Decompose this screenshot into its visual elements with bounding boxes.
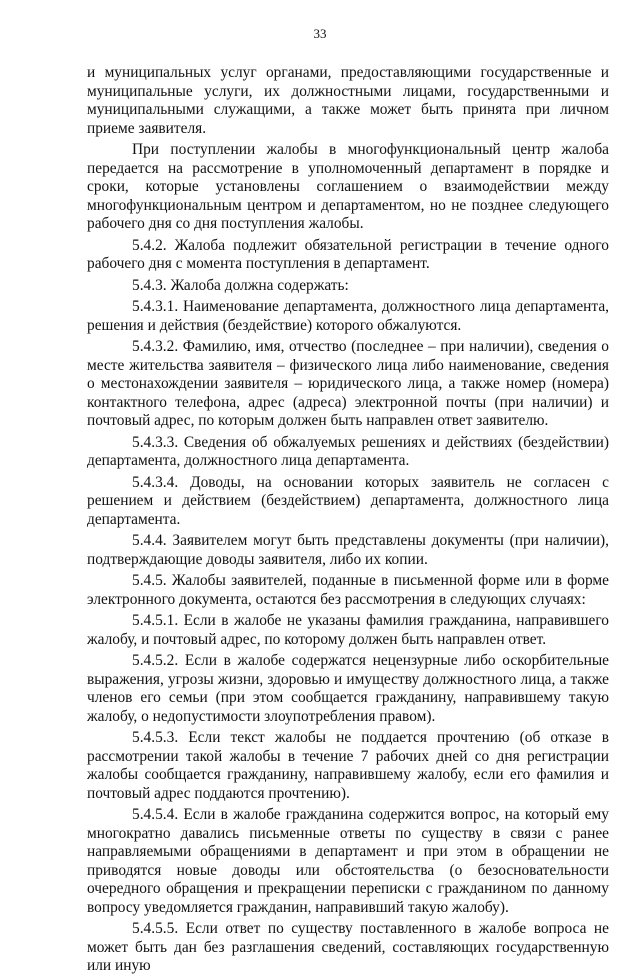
paragraph-continuation: и муниципальных услуг органами, предоставляющими государственные и муниципальные услуги, их должностными лицами, государственными и муниципальными служащими, а также может быть принята при личном приеме заявителя. <box>87 64 609 137</box>
paragraph-5-4-3-2: 5.4.3.2. Фамилию, имя, отчество (последнее – при наличии), сведения о месте жительства заявителя – физического лица либо наименование, сведения о местонахождении заявителя – юридического лица, а также номер (номера) контактного телефона, адрес (адреса) электронной почты (при наличии) и почтовый адрес, по которым должен быть направлен ответ заявителю. <box>87 338 609 429</box>
paragraph-mfc-complaint: При поступлении жалобы в многофункциональный центр жалоба передается на рассмотрение в уполномоченный департамент в порядке и сроки, которые установлены соглашением о взаимодействии между многофункциональным центром и департаментом, но не позднее следующего рабочего дня со дня поступления жалобы. <box>87 141 609 232</box>
paragraph-5-4-5-4: 5.4.5.4. Если в жалобе гражданина содержится вопрос, на который ему многократно давались письменные ответы по существу в связи с ранее направляемыми обращениями в департамент и при этом в обращении не приводятся новые доводы или обстоятельства (о безосновательности очередного обращения и прекращении переписки с гражданином по данному вопросу уведомляется гражданин, направивший такую жалобу). <box>87 806 609 916</box>
document-body <box>87 64 609 979</box>
paragraph-5-4-3: 5.4.3. Жалоба должна содержать: <box>132 276 349 294</box>
paragraph-5-4-3-1: 5.4.3.1. Наименование департамента, должностного лица департамента, решения и действия (бездействие) которого обжалуются. <box>87 298 609 334</box>
paragraph-5-4-5-2: 5.4.5.2. Если в жалобе содержатся нецензурные либо оскорбительные выражения, угрозы жизни, здоровью и имуществу должностного лица, а также членов его семьи (при этом сообщается гражданину, направившему такую жалобу, о недопустимости злоупотребления правом). <box>87 652 609 725</box>
paragraph-5-4-5: 5.4.5. Жалобы заявителей, поданные в письменной форме или в форме электронного документа, остаются без рассмотрения в следующих случаях: <box>87 572 609 608</box>
paragraph-5-4-3-4: 5.4.3.4. Доводы, на основании которых заявитель не согласен с решением и действием (бездействием) департамента, должностного лица департамента. <box>87 473 609 528</box>
paragraph-5-4-5-1: 5.4.5.1. Если в жалобе не указаны фамилия гражданина, направившего жалобу, и почтовый адрес, по которому должен быть направлен ответ. <box>87 612 609 648</box>
page-number: 33 <box>313 26 327 41</box>
paragraph-5-4-4: 5.4.4. Заявителем могут быть представлены документы (при наличии), подтверждающие доводы заявителя, либо их копии. <box>87 532 609 568</box>
paragraph-5-4-3-3: 5.4.3.3. Сведения об обжалуемых решениях и действиях (бездействии) департамента, должностного лица департамента. <box>87 433 609 469</box>
paragraph-5-4-5-5: 5.4.5.5. Если ответ по существу поставленного в жалобе вопроса не может быть дан без разглашения сведений, составляющих государственную или иную <box>87 920 609 974</box>
paragraph-5-4-2: 5.4.2. Жалоба подлежит обязательной регистрации в течение одного рабочего дня с момента поступления в департамент. <box>87 236 609 272</box>
paragraph-5-4-5-3: 5.4.5.3. Если текст жалобы не поддается прочтению (об отказе в рассмотрении такой жалобы в течение 7 рабочих дней со дня регистрации жалобы сообщается гражданину, направившему жалобу, если его фамилия и почтовый адрес поддаются прочтению). <box>87 729 609 802</box>
